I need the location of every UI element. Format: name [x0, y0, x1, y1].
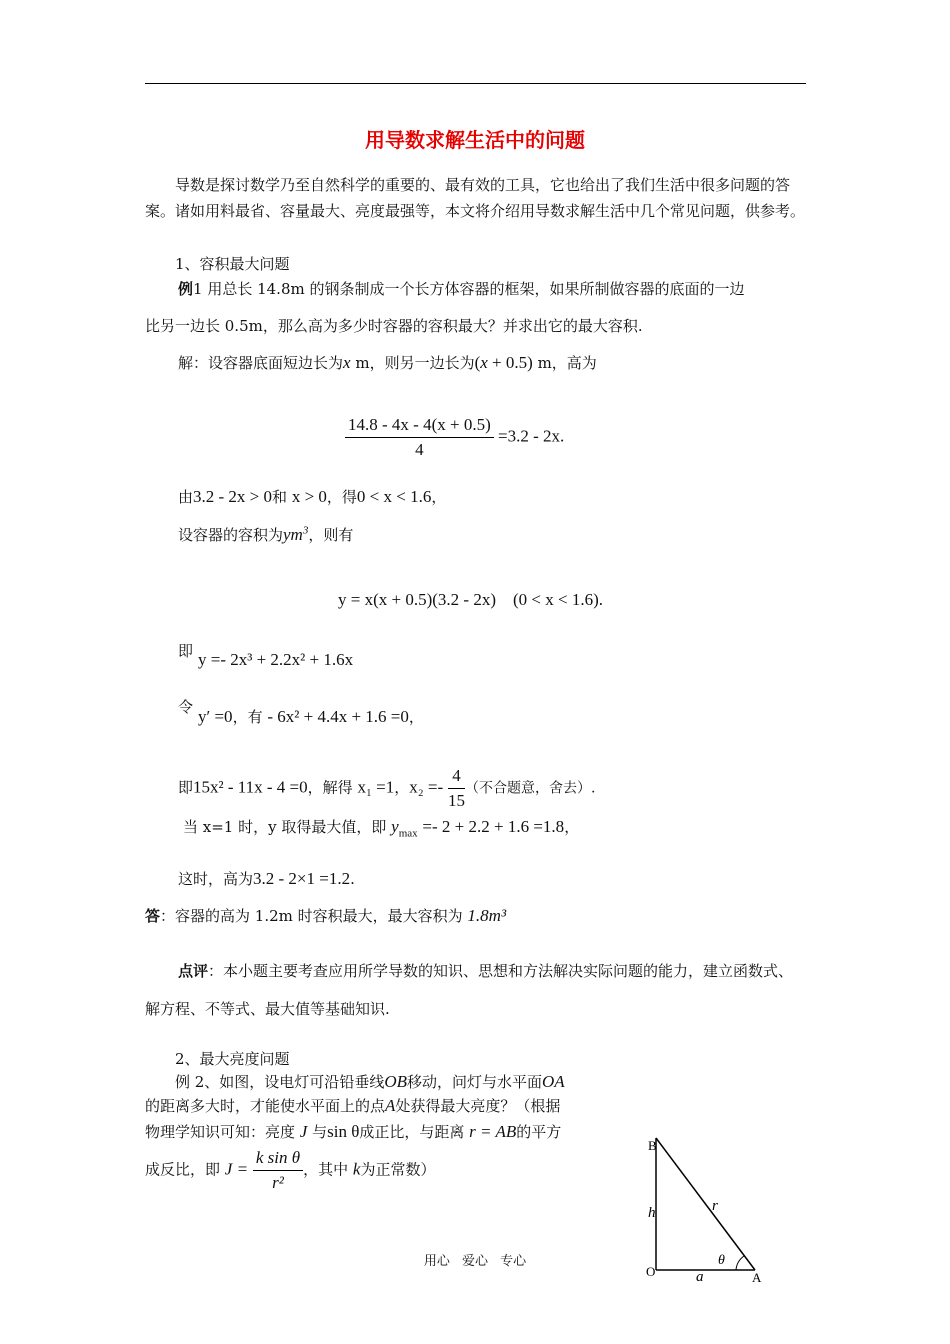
ex2-line4 [145, 1148, 435, 1193]
solution-line [178, 352, 597, 373]
deriv-a: y′ =0 [198, 707, 233, 726]
ex2-r-eq: r = AB [469, 1122, 517, 1141]
sol-text-1: 解：设容器底面短边长为 [178, 354, 344, 372]
ex2-frac-den: r² [272, 1173, 284, 1192]
ex2-text-3c: 成正比，与距离 [359, 1123, 465, 1141]
deriv-line: y′ =0，有 - 6x² + 4.4x + 1.6 =0， [198, 707, 424, 726]
label-a: A [752, 1270, 762, 1285]
label-a-side: a [696, 1269, 704, 1285]
height-den: 4 [415, 440, 424, 459]
solve-reject: （不合题意，舍去）. [464, 780, 596, 797]
ex2-text-1b: 移动，问灯与水平面 [407, 1073, 543, 1091]
sol-text-3: m，高为 [537, 354, 597, 372]
deriv-b: - 6x² + 4.4x + 1.6 =0 [267, 707, 409, 726]
example-label: 例 [178, 280, 194, 298]
section2-heading: 2、最大亮度问题 [175, 1050, 290, 1068]
sol-text-2: m，则另一边长为 [355, 354, 475, 372]
expr-x-plus-half: (x + 0.5) [474, 353, 533, 372]
comment-label: 点评 [178, 962, 209, 980]
height-value: 3.2 - 2×1 =1.2 [253, 869, 351, 888]
ex2-ob: OB [384, 1072, 407, 1091]
ex2-text-4: 成反比，即 [145, 1160, 221, 1179]
ex2-frac-num: k sin θ [253, 1148, 303, 1171]
label-b: B [648, 1138, 657, 1153]
ex2-k: k [352, 1159, 361, 1179]
cond-a: 3.2 - 2x > 0 [193, 487, 273, 506]
height-formula: $\frac{14.8 - 4x - 4(x + 0.5)}{4}$ =3.2 - 2x. [345, 415, 564, 460]
cond-lead: 由 [178, 488, 194, 506]
ex2-text-2b: 处获得最大亮度？（根据 [395, 1097, 561, 1115]
answer-value: 1.8m³ [467, 906, 507, 925]
ex2-text-3: 物理学知识可知：亮度 [145, 1123, 296, 1141]
solve-x2-frac [448, 766, 465, 811]
vol-domain: (0 < x < 1.6) [512, 590, 599, 609]
deriv-lead: 令 [178, 698, 194, 716]
label-theta: θ [718, 1253, 725, 1268]
volume-intro [178, 524, 353, 545]
height-text: 这时，高为 [178, 870, 254, 888]
height-rhs: =3.2 - 2x [497, 426, 560, 446]
solve-get: ，解得 [307, 778, 353, 797]
example1-line1 [178, 278, 745, 299]
height-num: 14.8 - 4x - 4(x + 0.5) [345, 415, 494, 438]
height-line: 这时，高为3.2 - 2×1 =1.2. [178, 869, 355, 888]
volume-formula: y = x(x + 0.5)(3.2 - 2x) (0 < x < 1.6). [338, 590, 603, 609]
header-rule [145, 83, 806, 84]
solve-lead: 即 [178, 778, 194, 797]
expand-lead: 即 [178, 642, 194, 660]
ex2-text-2: 的距离多大时，才能使水平面上的点 [145, 1097, 386, 1115]
vol-formula: y = x(x + 0.5)(3.2 - 2x) [338, 590, 496, 609]
ex2-sin: sin θ [327, 1122, 360, 1141]
ex2-frac [253, 1148, 303, 1193]
ex2-text-3d: 的平方 [516, 1123, 562, 1141]
max-text: 当 x=1 时，y 取得最大值，即 [183, 818, 387, 836]
vol-intro-text: 设容器的容积为 [178, 526, 284, 544]
solve-line: 即15x² - 11x - 4 =0，解得 x₁ =1，x₂ =- $\frac{4}{15}$ （不合题意，舍去）. [178, 766, 596, 810]
ex2-a: A [385, 1096, 396, 1115]
deriv-have: ，有 [232, 708, 263, 726]
comment-paragraph [145, 952, 806, 1028]
intro-paragraph: 导数是探讨数学乃至自然科学的重要的、最有效的工具，它也给出了我们生活中很多问题的答案。诸如用料最省、容量最大、亮度最强等，本文将介绍用导数求解生活中几个常见问题，供参考。 [145, 176, 806, 220]
solve-eq: 15x² - 11x - 4 =0 [193, 777, 308, 797]
ex2-line3 [145, 1121, 561, 1142]
label-r: r [712, 1198, 718, 1214]
ex2-line1 [175, 1071, 565, 1092]
var-x: x [343, 353, 351, 372]
max-formula: =- 2 + 2.2 + 1.6 =1.8 [422, 817, 565, 836]
ex2-text-3b: 与 [312, 1123, 328, 1141]
ex2-text-4c: 为正常数） [360, 1160, 436, 1179]
condition-line: 由3.2 - 2x > 0和 x > 0，得0 < x < 1.6， [178, 487, 447, 506]
vol-intro-text-b: ，则有 [308, 526, 354, 544]
ex2-text-4b: ，其中 [303, 1160, 349, 1179]
section1-heading: 1、容积最大问题 [175, 255, 290, 273]
cond-c: 0 < x < 1.6 [356, 487, 432, 506]
answer-text: ：容器的高为 1.2m 时容积最大，最大容积为 [160, 907, 463, 925]
solve-x2: x₂ =- [409, 777, 444, 797]
example-text-1: 1 用总长 14.8m 的钢条制成一个长方体容器的框架，如果所制做容器的底面的一边 [193, 280, 745, 298]
cond-get: ，得 [326, 488, 357, 506]
cond-and: 和 [272, 488, 288, 506]
ex2-oa: OA [542, 1072, 565, 1091]
expand-formula: y =- 2x³ + 2.2x² + 1.6x [198, 650, 354, 669]
page-title: 用导数求解生活中的问题 [365, 128, 585, 152]
ex2-j: J [299, 1122, 308, 1141]
label-o: O [646, 1264, 656, 1279]
cond-b: x > 0 [291, 487, 327, 506]
x2-den: 15 [447, 791, 465, 810]
x2-num: 4 [448, 766, 465, 789]
page-footer: 用心 爱心 专心 [423, 1254, 527, 1269]
max-line: 当 x=1 时，y 取得最大值，即 $y_{max} =- 2 + 2.2 + 1.6 =1.8$， [183, 817, 580, 840]
solve-x1: x₁ =1 [357, 777, 395, 797]
example1-line2: 比另一边长 0.5m，那么高为多少时容器的容积最大？并求出它的最大容积. [145, 317, 643, 335]
label-h: h [648, 1205, 656, 1221]
answer-label: 答 [145, 907, 161, 925]
ex2-line2 [145, 1095, 560, 1116]
var-ym3: $ym^3$ [283, 524, 309, 544]
ex2-text-1: 例 2、如图，设电灯可沿铅垂线 [175, 1073, 385, 1091]
y-max: $y_{max}$ [391, 817, 418, 840]
comment-text: ：本小题主要考查应用所学导数的知识、思想和方法解决实际问题的能力，建立函数式、解方程、不等式、最大值等基础知识. [145, 962, 794, 1018]
answer-line [145, 905, 506, 926]
ex2-j-eq: J = [224, 1159, 249, 1179]
